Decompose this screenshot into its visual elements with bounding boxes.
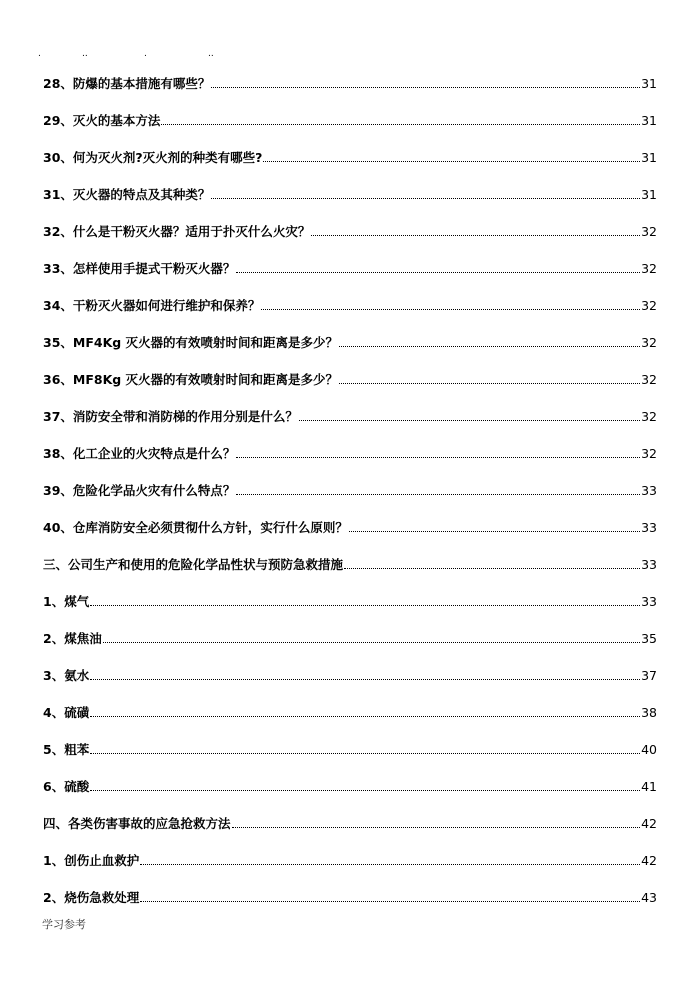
toc-entry-page: 32: [641, 335, 657, 350]
toc-entry-page: 33: [641, 483, 657, 498]
toc-entry[interactable]: [43, 109, 657, 129]
toc-leader: [263, 160, 640, 162]
toc-entry[interactable]: [43, 72, 657, 92]
toc-entry-page: 31: [641, 187, 657, 202]
toc-entry-title: 34、干粉灭火器如何进行维护和保养？: [43, 298, 261, 313]
toc-entry-page: 31: [641, 76, 657, 91]
toc-section-entry[interactable]: [43, 812, 657, 832]
toc-leader: [236, 493, 640, 495]
toc-entry[interactable]: [43, 331, 657, 351]
toc-entry-title: 4、硫磺: [43, 705, 90, 720]
toc-leader: [236, 271, 640, 273]
toc-leader: [236, 456, 640, 458]
toc-entry-page: 31: [641, 113, 657, 128]
toc-leader: [339, 382, 640, 384]
toc-entry-title: 三、公司生产和使用的危险化学品性状与预防急救措施: [43, 557, 344, 572]
toc-leader: [344, 567, 640, 569]
toc-entry-page: 33: [641, 594, 657, 609]
toc-entry-title: 38、化工企业的火灾特点是什么？: [43, 446, 236, 461]
toc-entry-title: 2、煤焦油: [43, 631, 102, 646]
toc-entry-title: 6、硫酸: [43, 779, 90, 794]
toc-entry-title: 1、煤气: [43, 594, 90, 609]
toc-entry[interactable]: [43, 442, 657, 462]
toc-entry[interactable]: [43, 479, 657, 499]
toc-entry[interactable]: [43, 294, 657, 314]
toc-entry-page: 42: [641, 853, 657, 868]
toc-entry[interactable]: [43, 516, 657, 536]
toc-entry-page: 32: [641, 372, 657, 387]
toc-entry[interactable]: [43, 886, 657, 906]
toc-entry[interactable]: [43, 590, 657, 610]
toc-entry-title: 39、危险化学品火灾有什么特点？: [43, 483, 236, 498]
toc-entry-page: 33: [641, 520, 657, 535]
toc-leader: [211, 86, 640, 88]
toc-entry-title: 30、何为灭火剂?灭火剂的种类有哪些?: [43, 150, 263, 165]
header-mark: ..: [82, 49, 88, 59]
toc-leader: [90, 789, 640, 791]
toc-entry[interactable]: [43, 627, 657, 647]
toc-entry[interactable]: [43, 183, 657, 203]
toc-leader: [140, 900, 640, 902]
toc-entry[interactable]: [43, 146, 657, 166]
toc-entry-title: 35、MF4Kg 灭火器的有效喷射时间和距离是多少？: [43, 335, 339, 350]
toc-entry[interactable]: [43, 849, 657, 869]
toc-section-entry[interactable]: [43, 553, 657, 573]
toc-leader: [232, 826, 641, 828]
toc-leader: [161, 123, 640, 125]
toc-entry-title: 33、怎样使用手提式干粉灭火器？: [43, 261, 236, 276]
toc-entry-page: 32: [641, 261, 657, 276]
toc-leader: [339, 345, 640, 347]
toc-entry-title: 28、防爆的基本措施有哪些？: [43, 76, 211, 91]
toc-entry-page: 32: [641, 224, 657, 239]
header-mark: .: [38, 49, 41, 59]
toc-leader: [90, 678, 640, 680]
toc-entry[interactable]: [43, 775, 657, 795]
toc-entry[interactable]: [43, 257, 657, 277]
toc-entry-title: 32、什么是干粉灭火器？适用于扑灭什么火灾？: [43, 224, 311, 239]
toc-entry-page: 32: [641, 446, 657, 461]
header-mark: ..: [208, 49, 214, 59]
toc-leader: [140, 863, 640, 865]
toc-leader: [261, 308, 640, 310]
toc-entry-page: 41: [641, 779, 657, 794]
toc-entry-page: 32: [641, 409, 657, 424]
toc-entry-page: 35: [641, 631, 657, 646]
toc-entry-title: 40、仓库消防安全必须贯彻什么方针，实行什么原则？: [43, 520, 348, 535]
toc-leader: [299, 419, 640, 421]
toc-leader: [103, 641, 640, 643]
toc-entry-title: 36、MF8Kg 灭火器的有效喷射时间和距离是多少？: [43, 372, 339, 387]
toc-leader: [90, 604, 640, 606]
toc-entry-page: 42: [641, 816, 657, 831]
toc-entry[interactable]: [43, 220, 657, 240]
toc-entry[interactable]: [43, 405, 657, 425]
toc-entry-page: 33: [641, 557, 657, 572]
toc-entry-page: 31: [641, 150, 657, 165]
toc-leader: [90, 715, 640, 717]
toc-entry-page: 40: [641, 742, 657, 757]
page-footer: 学习参考: [42, 918, 86, 931]
toc-entry-title: 3、氨水: [43, 668, 90, 683]
toc-leader: [349, 530, 640, 532]
toc-entry-title: 29、灭火的基本方法: [43, 113, 161, 128]
toc-leader: [211, 197, 640, 199]
toc-entry-page: 43: [641, 890, 657, 905]
toc-entry-page: 38: [641, 705, 657, 720]
toc-entry-page: 37: [641, 668, 657, 683]
toc-entry[interactable]: [43, 738, 657, 758]
toc-entry-title: 2、烧伤急救处理: [43, 890, 140, 905]
toc-entry-title: 37、消防安全带和消防梯的作用分别是什么？: [43, 409, 298, 424]
header-marks: [38, 50, 238, 62]
toc-leader: [311, 234, 640, 236]
toc-entry-title: 31、灭火器的特点及其种类？: [43, 187, 211, 202]
toc-entry-title: 5、粗苯: [43, 742, 90, 757]
toc-entry[interactable]: [43, 664, 657, 684]
toc-entry[interactable]: [43, 701, 657, 721]
toc-entry-title: 1、创伤止血救护: [43, 853, 140, 868]
header-mark: .: [144, 49, 147, 59]
toc-leader: [90, 752, 640, 754]
toc-entry-title: 四、各类伤害事故的应急抢救方法: [43, 816, 231, 831]
toc-entry-page: 32: [641, 298, 657, 313]
toc-entry[interactable]: [43, 368, 657, 388]
